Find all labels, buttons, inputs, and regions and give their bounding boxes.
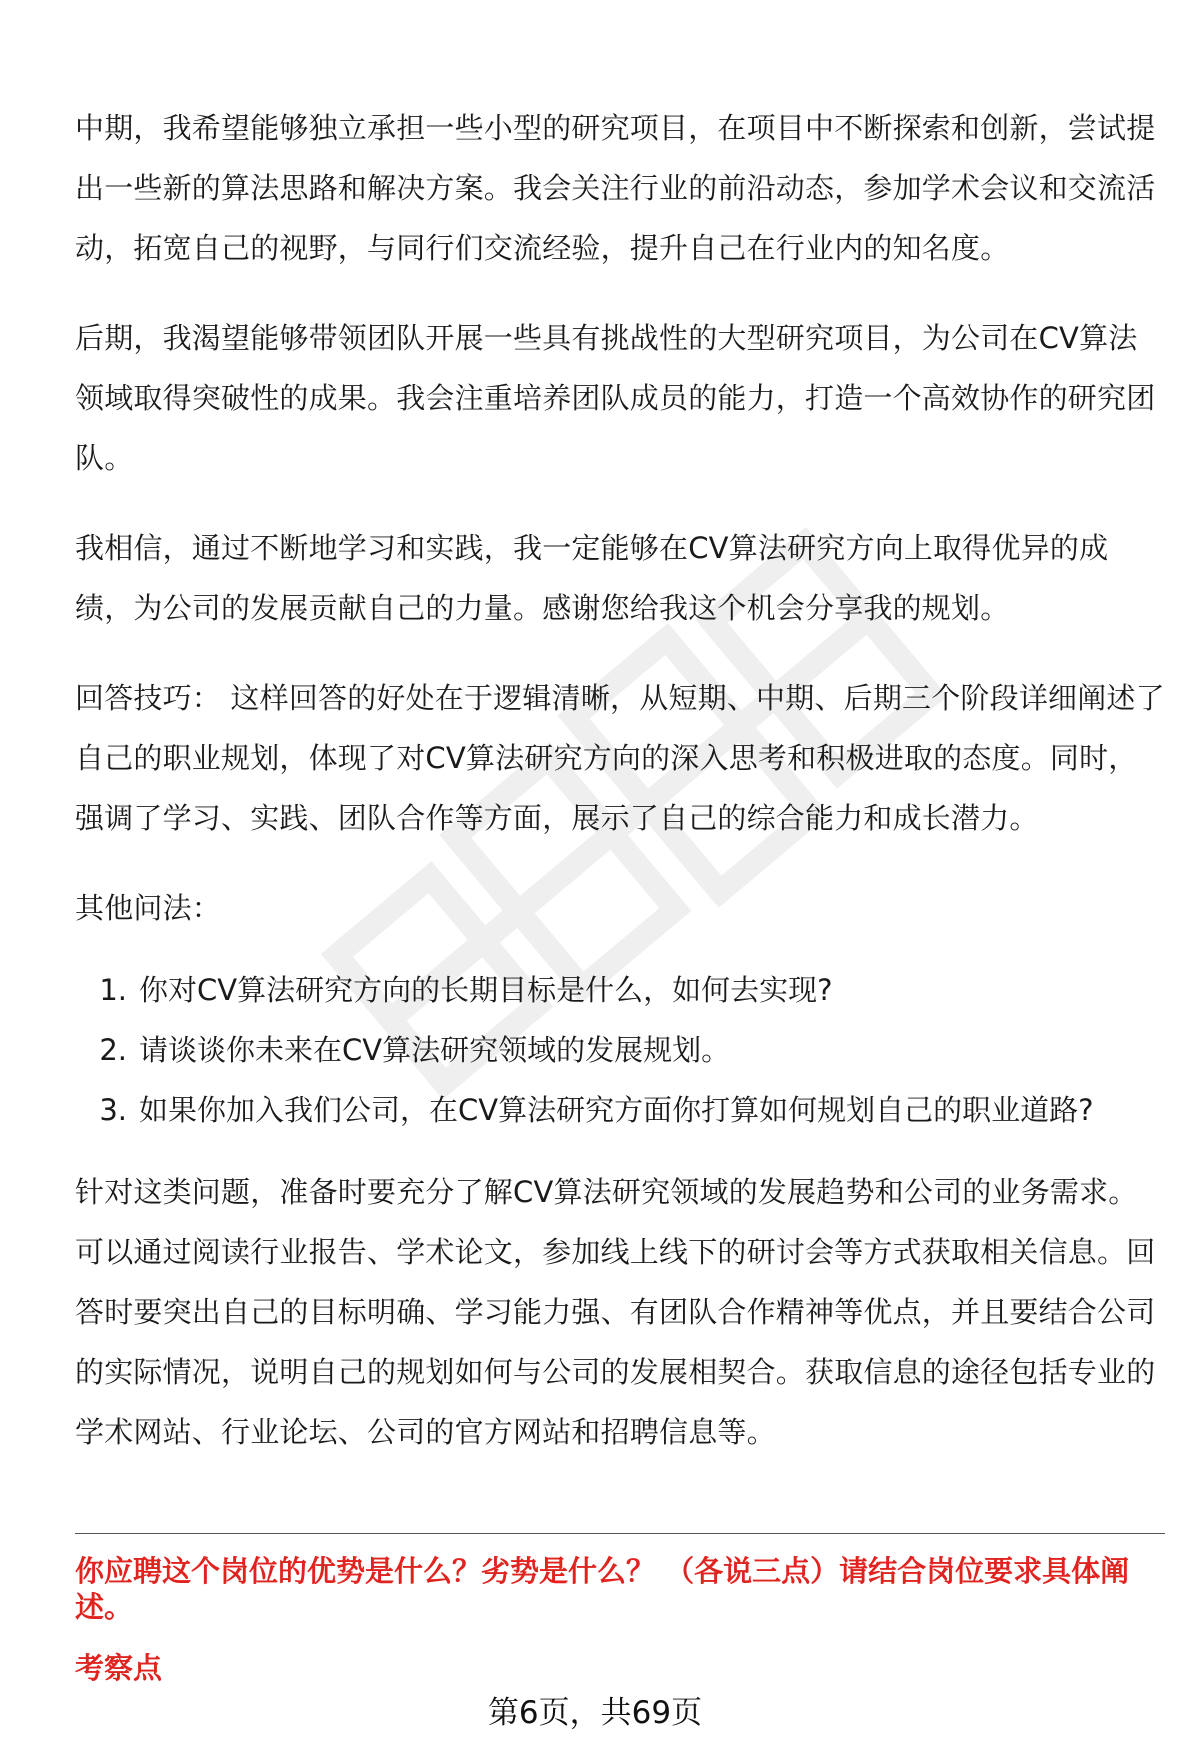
paragraph-answer-tips: 回答技巧： 这样回答的好处在于逻辑清晰，从短期、中期、后期三个阶段详细阐述了自己的职业规划，体现了对CV算法研究方向的深入思考和积极进取的态度。同时，强调了学习、实践、团队合作等方面，展示了自己的综合能力和成长潜力。 — [75, 681, 1165, 835]
list-item-number: 1. — [99, 973, 127, 1007]
list-item-number: 2. — [99, 1033, 127, 1067]
other-questions-label: 其他问法： — [75, 891, 222, 925]
list-item-text: 你对CV算法研究方向的长期目标是什么，如何去实现? — [139, 973, 833, 1007]
paragraph-preparation-advice: 针对这类问题，准备时要充分了解CV算法研究领域的发展趋势和公司的业务需求。可以通过阅读行业报告、学术论文，参加线上线下的研讨会等方式获取相关信息。回答时要突出自己的目标明确、学习能力强、有团队合作精神等优点，并且要结合公司的实际情况，说明自己的规划如何与公司的发展相契合。获取信息的途径包括专业的学术网站、行业论坛、公司的官方网站和招聘信息等。 — [75, 1175, 1156, 1449]
list-item-text: 如果你加入我们公司，在CV算法研究方面你打算如何规划自己的职业道路? — [139, 1093, 1094, 1127]
page-number: 第6页，共69页 — [487, 1695, 703, 1731]
list-item-number: 3. — [99, 1093, 127, 1127]
list-item — [75, 960, 1165, 1020]
alternate-questions-list — [75, 960, 1165, 1140]
section-divider — [75, 1533, 1165, 1534]
paragraph-mid-term: 中期，我希望能够独立承担一些小型的研究项目，在项目中不断探索和创新，尝试提出一些新的算法思路和解决方案。我会关注行业的前沿动态，参加学术会议和交流活动，拓宽自己的视野，与同行们交流经验，提升自己在行业内的知名度。 — [75, 111, 1156, 265]
assessment-points-heading: 考察点 — [75, 1651, 163, 1685]
paragraph-late-term: 后期，我渴望能够带领团队开展一些具有挑战性的大型研究项目，为公司在CV算法领域取得突破性的成果。我会注重培养团队成员的能力，打造一个高效协作的研究团队。 — [75, 321, 1156, 475]
main-content — [75, 98, 1165, 1492]
next-question-heading: 你应聘这个岗位的优势是什么？劣势是什么？ （各说三点）请结合岗位要求具体阐述。 — [75, 1554, 1130, 1624]
list-item — [75, 1020, 1165, 1080]
paragraph-belief: 我相信，通过不断地学习和实践，我一定能够在CV算法研究方向上取得优异的成绩，为公司的发展贡献自己的力量。感谢您给我这个机会分享我的规划。 — [75, 531, 1109, 625]
list-item — [75, 1080, 1165, 1140]
list-item-text: 请谈谈你未来在CV算法研究领域的发展规划。 — [139, 1033, 731, 1067]
